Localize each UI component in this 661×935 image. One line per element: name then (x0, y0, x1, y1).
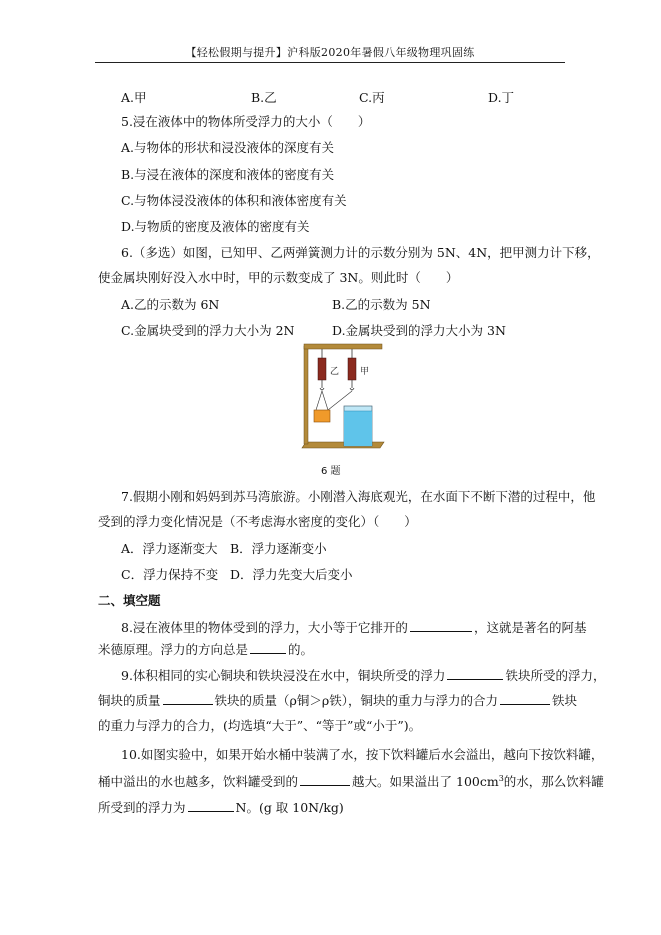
q10-text-6: N。(g 取 10N/kg) (235, 800, 344, 815)
q10-line2 (98, 771, 604, 790)
q9-line2 (98, 690, 577, 709)
q10-line3 (98, 797, 344, 816)
q8-text-1: 8.浸在液体里的物体受到的浮力，大小等于它排开的 (121, 620, 408, 635)
q8-text-2: ，这就是著名的阿基 (473, 620, 587, 635)
q10-blank-2 (188, 797, 234, 812)
q9-blank-1 (447, 665, 503, 680)
q7-stem-line1: 7.假期小刚和妈妈到苏马湾旅游。小刚潜入海底观光，在水面下不断下潜的过程中，他 (121, 489, 596, 504)
q4-option-a: A.甲 (121, 90, 147, 105)
spring-scale-figure (296, 338, 386, 476)
q10-text-4: 的水，那么饮料罐 (503, 774, 604, 789)
q5-option-c: C.与物体浸没液体的体积和液体密度有关 (121, 193, 347, 208)
q10-blank-1 (300, 771, 350, 786)
q9-line3: 的重力与浮力的合力，(均选填“大于”、“等于”或“小于”)。 (98, 718, 422, 733)
figure-label-yi: 乙 (330, 367, 340, 377)
q9-blank-3 (500, 690, 550, 705)
q7-option-a: A．浮力逐渐变大 (121, 541, 218, 556)
q8-text-3: 米德原理。浮力的方向总是 (98, 642, 249, 657)
q9-text-4: 铁块的质量（ρ铜＞ρ铁），铜块的重力与浮力的合力 (214, 693, 498, 708)
q7-option-b: B．浮力逐渐变小 (230, 541, 327, 556)
q6-option-a: A.乙的示数为 6N (121, 297, 220, 312)
q5-stem: 5.浸在液体中的物体所受浮力的大小（ ） (121, 114, 371, 129)
figure-label-jia: 甲 (360, 367, 370, 377)
q10-line1: 10.如图实验中，如果开始水桶中装满了水，按下饮料罐后水会溢出，越向下按饮料罐， (121, 747, 604, 762)
q8-text-4: 的。 (288, 642, 314, 657)
q6-option-c: C.金属块受到的浮力大小为 2N (121, 323, 295, 338)
q4-option-b: B.乙 (251, 90, 277, 105)
q9-text-5: 铁块 (551, 693, 577, 708)
q8-blank-1 (410, 617, 472, 632)
q7-stem-line2: 受到的浮力变化情况是（不考虑海水密度的变化）（ ） (98, 514, 417, 529)
section-title-fill-in: 二、填空题 (98, 593, 161, 608)
q5-option-b: B.与浸在液体的深度和液体的密度有关 (121, 167, 335, 182)
q10-text-5: 所受到的浮力为 (98, 800, 186, 815)
q8-blank-2 (250, 639, 286, 654)
q9-text-2: 铁块所受的浮力， (505, 668, 606, 683)
figure-caption: 6 题 (321, 466, 341, 477)
header-rule (95, 62, 565, 63)
q8-line2 (98, 639, 313, 658)
q6-stem-line1: 6.（多选）如图，已知甲、乙两弹簧测力计的示数分别为 5N、4N，把甲测力计下移， (121, 245, 600, 260)
q6-option-b: B.乙的示数为 5N (332, 297, 431, 312)
q5-option-a: A.与物体的形状和浸没液体的深度有关 (121, 140, 335, 155)
q9-line1 (121, 665, 605, 684)
q7-option-d: D．浮力先变大后变小 (230, 567, 353, 582)
q10-superscript: 3 (498, 773, 504, 783)
q9-blank-2 (163, 690, 213, 705)
q10-text-2: 桶中溢出的水也越多，饮料罐受到的 (98, 774, 299, 789)
q8-line1 (121, 617, 586, 636)
q7-option-c: C．浮力保持不变 (121, 567, 219, 582)
q4-option-c: C.丙 (359, 90, 385, 105)
q5-option-d: D.与物质的密度及液体的密度有关 (121, 219, 310, 234)
q6-option-d: D.金属块受到的浮力大小为 3N (332, 323, 506, 338)
q9-text-3: 铜块的质量 (98, 693, 161, 708)
q10-text-3: 越大。如果溢出了 100cm (352, 774, 499, 789)
q9-text-1: 9.体积相同的实心铜块和铁块浸没在水中，铜块所受的浮力 (121, 668, 446, 683)
q4-option-d: D.丁 (488, 90, 515, 105)
q6-stem-line2: 使金属块刚好没入水中时，甲的示数变成了 3N。则此时（ ） (98, 270, 459, 285)
page-header: 【轻松假期与提升】沪科版2020年暑假八年级物理巩固练 (185, 46, 475, 59)
